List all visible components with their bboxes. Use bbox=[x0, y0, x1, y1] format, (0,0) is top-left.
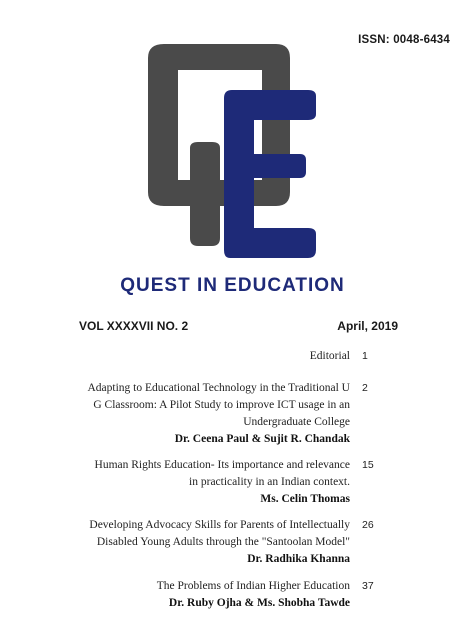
toc-author: Dr. Ceena Paul & Sujit R. Chandak bbox=[174, 433, 350, 445]
toc-page-number: 15 bbox=[362, 459, 374, 471]
toc-author: Ms. Celin Thomas bbox=[260, 493, 350, 505]
issn-number: ISSN: 0048-6434 bbox=[358, 34, 450, 46]
toc-entry-higher-education[interactable] bbox=[60, 578, 350, 612]
logo-q-tail bbox=[190, 142, 220, 246]
issue-date: April, 2019 bbox=[337, 319, 398, 333]
toc-entry-educational-technology[interactable] bbox=[60, 380, 350, 448]
toc-author: Dr. Ruby Ojha & Ms. Shobha Tawde bbox=[168, 597, 350, 609]
toc-entry-advocacy-skills[interactable] bbox=[60, 517, 350, 568]
toc-page-number: 1 bbox=[362, 350, 368, 362]
toc-page-number: 2 bbox=[362, 382, 368, 394]
toc-title-line: Disabled Young Adults through the "Santoolan Model" bbox=[96, 536, 350, 548]
toc-title-line: Developing Advocacy Skills for Parents of Intellectually bbox=[89, 519, 350, 531]
toc-title-line: Adapting to Educational Technology in the Traditional U bbox=[87, 382, 350, 394]
toc-title-line: in practicality in an Indian context. bbox=[189, 476, 350, 488]
toc-title-line: The Problems of Indian Higher Education bbox=[156, 580, 350, 592]
toc-page-number: 37 bbox=[362, 580, 374, 592]
qe-logo bbox=[140, 42, 320, 272]
toc-title-line: Undergraduate College bbox=[243, 416, 350, 428]
toc-page-number: 26 bbox=[362, 519, 374, 531]
toc-entry-editorial[interactable] bbox=[60, 348, 350, 365]
journal-title: QUEST IN EDUCATION bbox=[120, 275, 345, 296]
logo-letter-e bbox=[224, 90, 316, 258]
toc-entry-human-rights[interactable] bbox=[60, 457, 350, 508]
toc-title-line: Editorial bbox=[309, 350, 350, 362]
toc-author: Dr. Radhika Khanna bbox=[247, 553, 350, 565]
toc-title-line: G Classroom: A Pilot Study to improve ICT usage in an bbox=[93, 399, 350, 411]
volume-number: VOL XXXXVII NO. 2 bbox=[79, 319, 189, 333]
toc-title-line: Human Rights Education- Its importance and relevance bbox=[94, 459, 350, 471]
